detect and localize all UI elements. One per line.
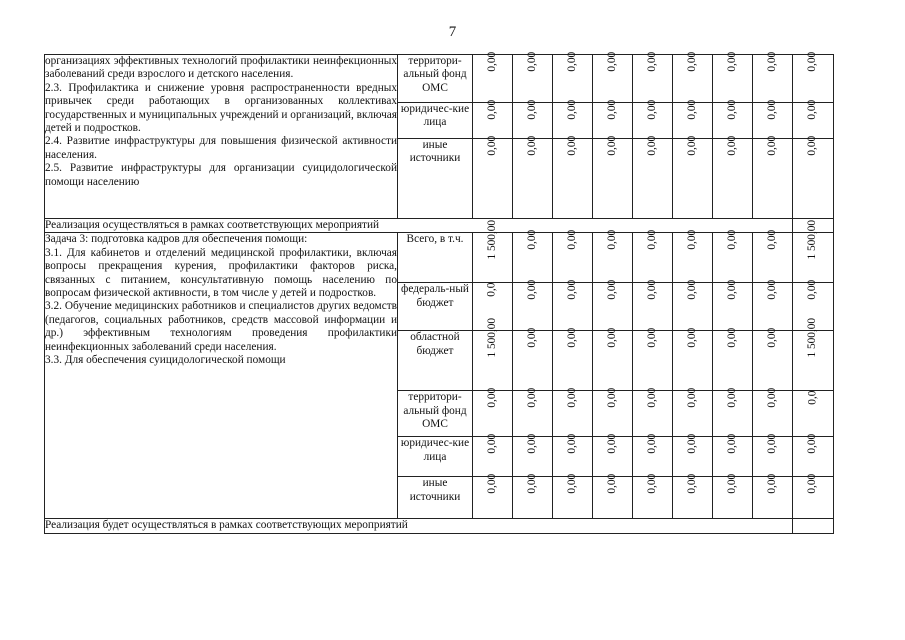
value-cell (753, 434, 793, 477)
value-cell (513, 280, 553, 331)
value-text: 0,00 (725, 388, 738, 408)
block2-note: Реализация будет осуществляться в рамках соответствующих мероприятий (45, 519, 793, 533)
value-cell (553, 99, 593, 139)
value-cell (513, 99, 553, 139)
value-cell (513, 135, 553, 219)
value-text: 0,00 (645, 434, 658, 454)
value-text: 0,00 (605, 434, 618, 454)
value-cell (553, 474, 593, 519)
value-text: 0,00 (806, 135, 819, 156)
value-text: 0,00 (525, 328, 538, 348)
value-cell (793, 99, 834, 139)
value-cell (473, 388, 513, 437)
value-text: 0,00 (605, 328, 618, 348)
funding-source: областной бюджет (398, 331, 473, 391)
value-cell (713, 328, 753, 391)
funding-source: юридичес-кие лица (398, 103, 473, 139)
value-cell (473, 474, 513, 519)
value-text: 0,00 (685, 135, 698, 156)
page-number: 7 (448, 24, 457, 40)
value-cell (593, 474, 633, 519)
value-text: 0,00 (565, 51, 578, 72)
value-cell (633, 230, 673, 283)
value-cell (673, 474, 713, 519)
budget-table (44, 51, 834, 534)
value-text: 0,00 (605, 230, 618, 250)
value-text: 0,00 (485, 388, 498, 408)
value-cell (793, 434, 834, 477)
value-cell (713, 135, 753, 219)
value-cell (753, 280, 793, 331)
value-text: 0,00 (565, 328, 578, 348)
value-text: 0,00 (605, 51, 618, 72)
value-cell (553, 328, 593, 391)
block1-row (45, 55, 834, 103)
value-text: 0,00 (605, 135, 618, 156)
value-text: 0,00 (605, 280, 618, 300)
value-cell (553, 280, 593, 331)
value-text: 0,00 (685, 474, 698, 494)
value-cell (793, 318, 834, 391)
value-cell (553, 434, 593, 477)
funding-source: территори-альный фонд ОМС (398, 55, 473, 103)
value-text: 0,00 (725, 280, 738, 300)
value-cell (753, 51, 793, 103)
value-text: 0,0 (485, 283, 498, 298)
description-paragraph: Задача 3: подготовка кадров для обеспечения помощи: (45, 233, 308, 246)
value-text: 1 500,00 (486, 318, 499, 358)
value-cell (713, 99, 753, 139)
value-text: 0,00 (525, 388, 538, 408)
description-paragraph: 2.3. Профилактика и снижение уровня распространенности вредных привычек среди работающих в организованных коллективах государственных и муниципальных учреждений и организаций, включая детей и подростков. (45, 81, 397, 135)
value-cell (553, 388, 593, 437)
value-cell (633, 280, 673, 331)
value-cell (673, 280, 713, 331)
value-cell (753, 135, 793, 219)
block1-note: Реализация осуществляться в рамках соответствующих мероприятий (45, 219, 793, 233)
value-text: 0,00 (765, 230, 778, 250)
value-cell (713, 434, 753, 477)
value-text: 0,00 (565, 99, 578, 120)
value-text: 0,00 (485, 51, 498, 72)
value-text: 0,00 (685, 328, 698, 348)
value-text: 0,00 (685, 99, 698, 120)
value-text: 0,00 (725, 230, 738, 250)
value-text: 0,00 (765, 135, 778, 156)
value-cell (673, 51, 713, 103)
value-text: 0,00 (645, 280, 658, 300)
value-cell (593, 135, 633, 219)
block2-row (45, 233, 834, 283)
value-cell (753, 328, 793, 391)
value-cell (793, 220, 834, 283)
value-text: 0,00 (645, 99, 658, 120)
value-text: 0,00 (765, 51, 778, 72)
value-cell (473, 135, 513, 219)
block1-description (45, 55, 398, 219)
value-text: 0,00 (806, 99, 819, 120)
value-cell (593, 51, 633, 103)
block1-note-row (45, 219, 834, 233)
value-cell (553, 230, 593, 283)
value-cell (793, 51, 834, 103)
value-cell (633, 135, 673, 219)
value-cell (753, 388, 793, 437)
value-cell (673, 388, 713, 437)
value-text: 0,00 (565, 388, 578, 408)
value-cell (473, 434, 513, 477)
value-cell (513, 51, 553, 103)
value-cell (633, 99, 673, 139)
value-text: 0,00 (645, 135, 658, 156)
value-text: 1 500,00 (806, 220, 819, 260)
funding-source: федераль-ный бюджет (398, 283, 473, 331)
value-cell (593, 99, 633, 139)
value-cell (473, 220, 513, 283)
value-text: 0,00 (725, 135, 738, 156)
value-cell (793, 474, 834, 519)
value-text: 0,00 (645, 388, 658, 408)
value-cell (713, 230, 753, 283)
value-cell (513, 328, 553, 391)
value-text: 0,00 (685, 434, 698, 454)
description-paragraph: 3.3. Для обеспечения суицидологической помощи (45, 354, 286, 367)
value-text: 0,00 (685, 51, 698, 72)
value-cell (673, 99, 713, 139)
value-cell (753, 99, 793, 139)
value-text: 1 500,00 (806, 318, 819, 358)
value-cell (633, 388, 673, 437)
value-cell (513, 388, 553, 437)
value-text: 0,00 (485, 135, 498, 156)
value-cell (593, 328, 633, 391)
value-text: 0,00 (645, 328, 658, 348)
value-text: 0,00 (525, 51, 538, 72)
value-cell (513, 474, 553, 519)
block2-note-row (45, 519, 834, 533)
value-cell (513, 434, 553, 477)
value-cell (513, 230, 553, 283)
value-cell (593, 388, 633, 437)
value-cell (673, 135, 713, 219)
value-text: 0,00 (765, 388, 778, 408)
value-cell (793, 391, 834, 437)
value-cell (473, 99, 513, 139)
value-cell (793, 135, 834, 219)
block2-description (45, 233, 398, 519)
value-cell (673, 230, 713, 283)
value-cell (473, 51, 513, 103)
description-paragraph: 3.1. Для кабинетов и отделений медицинской профилактики, включая вопросы прекращения курения, профилактики факторов риска, связанных с питанием, консультативную помощь населению по вопросам физической активности, в том числе у детей и подростков. (45, 246, 397, 300)
value-cell (593, 280, 633, 331)
value-text: 0,00 (645, 51, 658, 72)
value-text: 0,00 (565, 230, 578, 250)
value-text: 0,0 (806, 391, 819, 406)
funding-source: Всего, в т.ч. (398, 233, 473, 283)
value-text: 0,00 (565, 434, 578, 454)
value-text: 0,00 (806, 434, 819, 454)
value-text: 0,00 (525, 434, 538, 454)
value-cell (473, 318, 513, 391)
value-text: 0,00 (525, 474, 538, 494)
value-text: 0,00 (645, 230, 658, 250)
description-paragraph: 2.5. Развитие инфраструктуры для организации суицидологической помощи населению (45, 162, 397, 188)
funding-source: территори-альный фонд ОМС (398, 391, 473, 437)
value-text: 0,00 (485, 434, 498, 454)
value-cell (673, 328, 713, 391)
value-cell (633, 474, 673, 519)
value-text: 0,00 (525, 230, 538, 250)
value-text: 0,00 (565, 280, 578, 300)
value-cell (713, 51, 753, 103)
value-text: 0,00 (725, 51, 738, 72)
value-text: 0,00 (525, 99, 538, 120)
value-text: 1 500,00 (486, 220, 499, 260)
value-text: 0,00 (685, 388, 698, 408)
funding-source: иные источники (398, 477, 473, 519)
value-cell (633, 328, 673, 391)
value-text: 0,00 (765, 328, 778, 348)
value-text: 0,00 (685, 280, 698, 300)
value-text: 0,00 (765, 280, 778, 300)
value-cell (673, 434, 713, 477)
value-text: 0,00 (645, 474, 658, 494)
value-text: 0,00 (605, 474, 618, 494)
value-cell (553, 135, 593, 219)
value-cell (633, 434, 673, 477)
value-text: 0,00 (565, 474, 578, 494)
value-cell (593, 230, 633, 283)
description-paragraph: 2.4. Развитие инфраструктуры для повышения физической активности населения. (45, 135, 397, 161)
value-cell (753, 474, 793, 519)
value-text: 0,00 (806, 51, 819, 72)
funding-source: иные источники (398, 139, 473, 219)
value-text: 0,00 (525, 280, 538, 300)
value-cell (753, 230, 793, 283)
value-text: 0,00 (605, 388, 618, 408)
value-cell (553, 51, 593, 103)
value-text: 0,00 (605, 99, 618, 120)
value-cell (713, 474, 753, 519)
funding-source: юридичес-кие лица (398, 437, 473, 477)
value-cell (593, 434, 633, 477)
value-cell (633, 51, 673, 103)
value-text: 0,00 (765, 434, 778, 454)
empty-cell (793, 519, 834, 533)
description-paragraph: 3.2. Обучение медицинских работников и специалистов других ведомств (педагогов, социальных работников, средств массовой информации и др.) эффективным технологиям проведения профилактики неинфекционных заболеваний среди населения. (45, 300, 397, 353)
value-text: 0,00 (565, 135, 578, 156)
value-text: 0,00 (725, 434, 738, 454)
value-cell (713, 388, 753, 437)
value-text: 0,00 (806, 280, 819, 300)
value-text: 0,00 (765, 99, 778, 120)
value-text: 0,00 (806, 474, 819, 494)
value-text: 0,00 (485, 474, 498, 494)
value-text: 0,00 (725, 474, 738, 494)
value-text: 0,00 (485, 99, 498, 120)
value-text: 0,00 (765, 474, 778, 494)
value-text: 0,00 (725, 328, 738, 348)
value-text: 0,00 (685, 230, 698, 250)
description-paragraph: организациях эффективных технологий профилактики неинфекционных заболеваний среди взрослого и детского населения. (45, 55, 397, 81)
value-text: 0,00 (725, 99, 738, 120)
value-cell (713, 280, 753, 331)
value-text: 0,00 (525, 135, 538, 156)
